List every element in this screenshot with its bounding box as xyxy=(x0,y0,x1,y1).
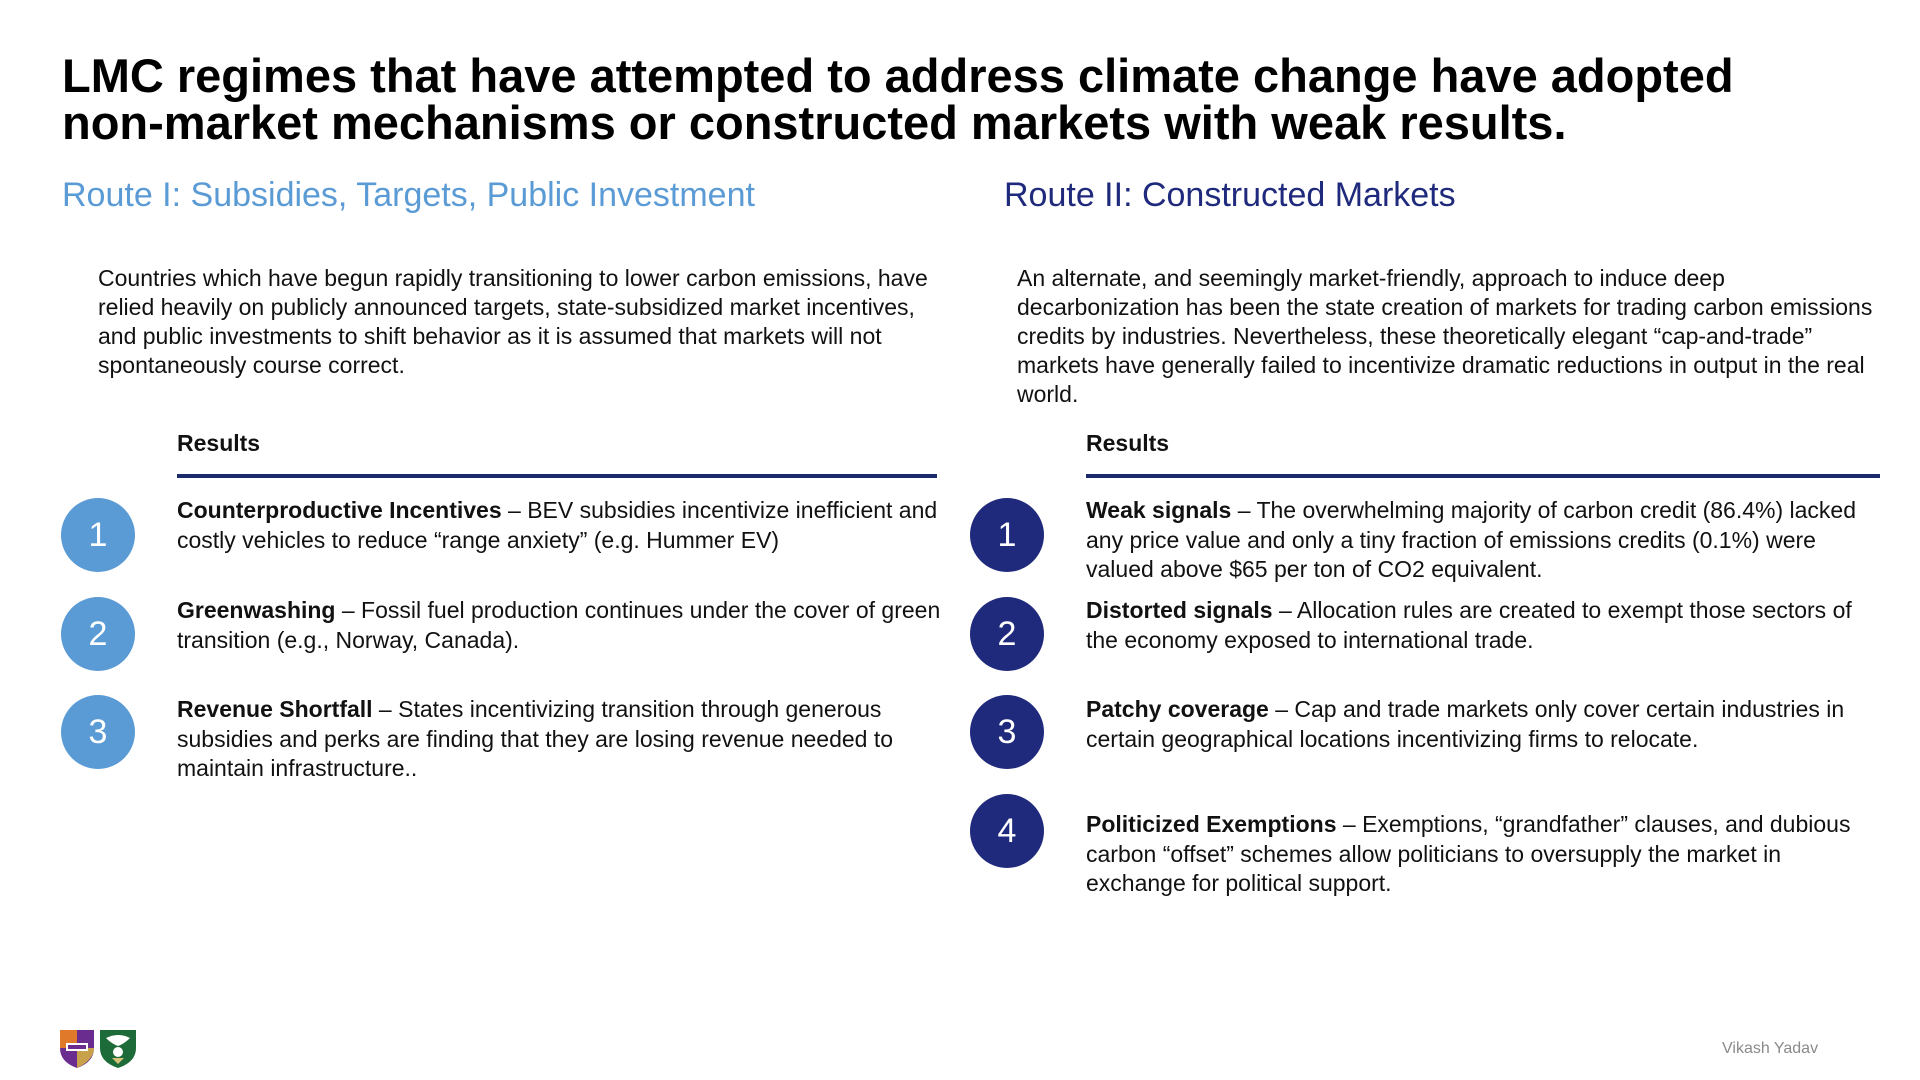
purple-crest-logo xyxy=(60,1030,94,1068)
result-text xyxy=(1086,596,1886,655)
route-2-intro: An alternate, and seemingly market-friendly, approach to induce deep decarbonization has been the state creation of markets for trading carbon emissions credits by industries. Nevertheless, these theoretically elegant “cap-and-trade” markets have generally failed to incentivize dramatic reductions in output in the real world. xyxy=(1017,265,1873,407)
number-badge: 1 xyxy=(970,498,1044,572)
result-title: Distorted signals xyxy=(1086,597,1273,623)
slide-title xyxy=(62,49,1862,149)
result-title: Patchy coverage xyxy=(1086,696,1269,722)
route-2-results-divider xyxy=(1086,474,1880,478)
result-description: – Cap and trade markets only cover certain industries in certain geographical locations incentivizing firms to relocate. xyxy=(1086,696,1845,752)
route-2-results-label: Results xyxy=(1086,430,1170,456)
route-1-heading: Route I: Subsidies, Targets, Public Investment xyxy=(62,176,755,214)
route-2-heading: Route II: Constructed Markets xyxy=(1004,176,1456,214)
result-text xyxy=(1086,810,1886,899)
university-logos xyxy=(58,1026,138,1070)
result-title: Counterproductive Incentives xyxy=(177,497,502,523)
number-badge: 1 xyxy=(61,498,135,572)
footer-author: Vikash Yadav xyxy=(1722,1040,1819,1057)
result-description: – Allocation rules are created to exempt those sectors of the economy exposed to international trade. xyxy=(1086,597,1852,653)
number-badge: 2 xyxy=(970,597,1044,671)
result-title: Greenwashing xyxy=(177,597,336,623)
result-text xyxy=(177,496,947,555)
result-description: – Exemptions, “grandfather” clauses, and dubious carbon “offset” schemes allow politicians to oversupply the market in exchange for political support. xyxy=(1086,811,1851,896)
slide-title-line-2: non-market mechanisms or constructed markets with weak results. xyxy=(62,96,1567,149)
number-badge: 3 xyxy=(970,695,1044,769)
crest-logos-icon xyxy=(58,1026,138,1070)
number-badge: 3 xyxy=(61,695,135,769)
result-title: Politicized Exemptions xyxy=(1086,811,1337,837)
slide-title-line-1: LMC regimes that have attempted to address climate change have adopted xyxy=(62,49,1734,102)
result-text xyxy=(1086,496,1886,585)
result-title: Weak signals xyxy=(1086,497,1232,523)
result-text xyxy=(177,695,947,784)
number-badge: 2 xyxy=(61,597,135,671)
result-description: – BEV subsidies incentivize inefficient and costly vehicles to reduce “range anxiety” (e.g. Hummer EV) xyxy=(177,497,938,553)
result-title: Revenue Shortfall xyxy=(177,696,373,722)
result-text xyxy=(1086,695,1886,754)
result-text xyxy=(177,596,947,655)
number-badge: 4 xyxy=(970,794,1044,868)
route-1-results-divider xyxy=(177,474,937,478)
green-crest-logo xyxy=(100,1030,136,1068)
route-1-results-label: Results xyxy=(177,430,261,456)
route-1-intro: Countries which have begun rapidly transitioning to lower carbon emissions, have relied heavily on publicly announced targets, state-subsidized market incentives, and public investments to shift behavior as it is assumed that markets will not spontaneously course correct. xyxy=(98,265,928,378)
result-description: – The overwhelming majority of carbon credit (86.4%) lacked any price value and only a tiny fraction of emissions credits (0.1%) were valued above $65 per ton of CO2 equivalent. xyxy=(1086,497,1857,582)
result-description: – States incentivizing transition through generous subsidies and perks are finding that they are losing revenue needed to maintain infrastructure.. xyxy=(177,696,894,781)
result-description: – Fossil fuel production continues under the cover of green transition (e.g., Norway, Canada). xyxy=(177,597,941,653)
